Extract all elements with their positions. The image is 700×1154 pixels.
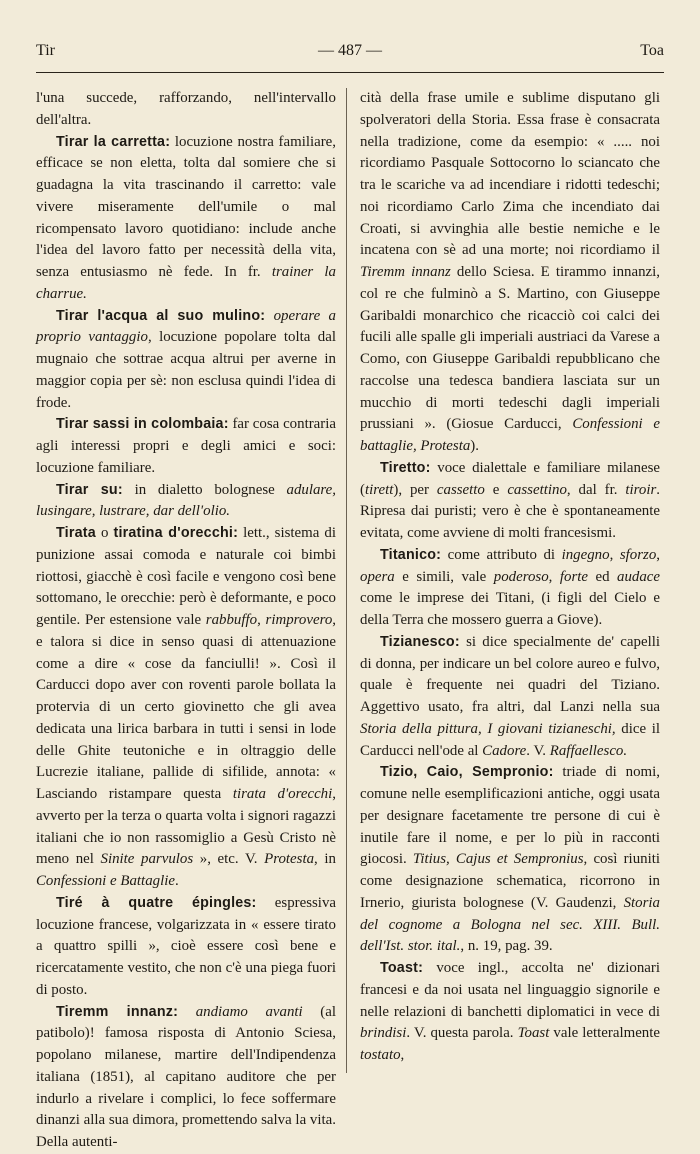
entry-headword: tiratina d'orecchi:: [113, 525, 239, 541]
body-text: [265, 308, 273, 324]
dictionary-entry: [360, 958, 660, 1067]
italic-text: Titius, Cajus et Sempronius: [412, 851, 584, 868]
italic-text: Protesta: [264, 851, 315, 868]
body-text: dello Sciesa. E tirammo innanzi, col re che fulminò a S. Martino, con Giuseppe Garibaldi monarchico che ricacciò coi calci dei fucili alle spalle gli imperiali austriaci da Varese a Como, con Giuseppe Garibaldi repubblicano che raccolse una tedesca bandiera lasciata sur un mucchio di morti tedeschi dagli imperiali prussiani ». (Giosue Carducci,: [360, 264, 660, 433]
dictionary-entry: [36, 893, 336, 1002]
italic-text: Confessioni e Battaglie: [36, 873, 175, 889]
body-text: triade di nomi, comune nelle esemplificazioni antiche, oggi usata per designare facetamente tre persone di cui è inutile fare il nome, e per lo più in racconti giocosi.: [360, 764, 660, 868]
body-text: come attributo di: [441, 546, 562, 563]
italic-text: opera: [360, 568, 395, 585]
italic-text: operare a proprio vantaggio: [36, 307, 336, 346]
entry-headword: Tiremm innanz:: [56, 1003, 179, 1020]
body-text: e simili, vale: [394, 568, 494, 585]
italic-text: adulare, lusingare, lustrare, dar dell'olio.: [36, 481, 336, 520]
entry-headword: Tirata: [56, 525, 96, 541]
italic-text: Tiremm innanz: [360, 264, 451, 280]
italic-text: tirett: [364, 481, 394, 498]
body-text: locuzione nostra familiare, efficace se non eletta, tolta dal somiere che si guadagna la vita trascinando il carretto: vale vivere miseramente dell'umile o mal ricompensato lavoro quotidiano: include anche l'idea del lavoro fatto per necessità della vita, senza entusiasmo nè fede. In fr.: [36, 133, 336, 280]
italic-text: tiroir: [625, 481, 657, 498]
header-right-guideword: Toa: [640, 42, 664, 59]
dictionary-entry: [360, 88, 660, 458]
entry-headword: Tizio, Caio, Sempronio:: [380, 764, 554, 781]
body-text: ,: [548, 568, 560, 585]
entry-headword: Tirar sassi in colombaia:: [56, 416, 229, 433]
italic-text: audace: [617, 568, 661, 585]
dictionary-entry: [36, 523, 336, 893]
body-text: . V. questa parola.: [406, 1025, 518, 1042]
dictionary-entry: [36, 414, 336, 479]
italic-text: tirata d'orecchi: [232, 786, 333, 802]
dictionary-entry: [360, 762, 660, 958]
running-header: [36, 42, 664, 66]
body-text: o: [95, 525, 114, 541]
entry-headword: Tiretto:: [380, 459, 431, 476]
italic-text: Sinite parvulos: [100, 851, 194, 868]
dictionary-entry: [36, 132, 336, 306]
body-text: ), per: [393, 481, 437, 498]
italic-text: tostato: [360, 1047, 401, 1063]
body-text: come le imprese dei Titani, (i figli del Cielo e della Terra che mossero guerra a Giove).: [360, 590, 660, 628]
italic-text: Toast: [517, 1025, 550, 1042]
italic-text: sforzo: [619, 546, 657, 563]
dictionary-entry: [36, 1002, 336, 1154]
italic-text: I giovani tizianeschi,: [487, 720, 616, 737]
italic-text: cassettino: [507, 481, 567, 498]
body-text: , in: [314, 851, 336, 868]
body-text: e: [484, 481, 508, 498]
header-left-guideword: Tir: [36, 42, 55, 59]
body-text: , avverto per la terza o quarta volta i signori ragazzi italiani che io non rassomiglio a Gesù Cristo nè meno nel: [36, 786, 336, 868]
italic-text: andiamo avanti: [195, 1003, 303, 1020]
entry-headword: Toast:: [380, 960, 424, 976]
italic-text: ingegno: [561, 546, 610, 563]
body-text: [178, 1004, 196, 1020]
entry-headword: Tiré à quatre épingles:: [56, 894, 257, 911]
body-text: far cosa contraria agli interessi propri e degli amici e soci: locuzione familiare.: [36, 416, 336, 476]
dictionary-entry: [36, 480, 336, 524]
body-text: espressiva locuzione francese, volgarizzata in « essere tirato a quattro spilli », cioè essere così bene e ricercatamente vestito, che non c'è una piega fuori di posto.: [36, 894, 336, 998]
body-text: cità della frase umile e sublime disputano gli spolveratori della Storia. Essa frase è consacrata nella tradizione, come da esempio: « ..... noi ricordiamo Pasquale Sottocorno lo sciancato che tra le scariche va ad incendiare i ridotti tedeschi; noi ricordiamo Carlo Zima che incendiato dai Croati, si avvinghia alle bestie nemiche e le incatena con sè ad una morte; noi ricordiamo il: [360, 90, 660, 259]
italic-text: Storia del cognome a Bologna nel sec. XIII. Bull. dell'Ist. stor. ital.: [360, 894, 660, 955]
dictionary-entry: [360, 458, 660, 545]
body-text: . V.: [526, 742, 550, 759]
italic-text: trainer la charrue.: [36, 264, 336, 302]
body-text: voce dialettale e familiare milanese (: [360, 459, 660, 498]
body-text: , n. 19, pag. 39.: [460, 938, 553, 955]
entry-headword: Tirar l'acqua al suo mulino:: [56, 307, 266, 324]
entry-headword: Tirar su:: [56, 481, 123, 498]
body-text: , e talora si dice in senso quasi di attenuazione come a dire « cose da fanciulli! ». Così il Carducci dopo aver con roventi parole bollata la protervia di un certo giovinetto che gli avea dedicata una lirica barbara in tutti i sensi in lode delle Ghite teutoniche e in oltraggio delle Lucrezie italiane, pallide di sifilide, annota: « Lasciando ristampare questa: [36, 612, 337, 802]
body-text: ).: [470, 438, 479, 454]
body-text: (al patibolo)! famosa risposta di Antonio Sciesa, popolano milanese, martire dell'Indipendenza italiana (1851), al capitano auditore che per indurlo a rivelare i complici, lo fece soffermare dinanzi alla sua dimora, promettendo salva la vita. Della autenti-: [36, 1003, 336, 1150]
entry-headword: Titanico:: [380, 546, 442, 563]
body-text: dice il Carducci nell'ode al: [360, 720, 660, 759]
entry-headword: Tirar la carretta:: [56, 133, 171, 150]
page-number: — 487 —: [318, 42, 382, 59]
italic-text: rabbuffo: [205, 612, 258, 628]
italic-text: Storia della pittura: [360, 720, 478, 737]
right-column: [360, 88, 660, 1067]
dictionary-entry: [360, 545, 660, 632]
body-text: in dialetto bolognese: [122, 481, 287, 498]
italic-text: cassetto: [436, 481, 485, 498]
body-text: ,: [477, 720, 488, 737]
body-text: », etc. V.: [193, 851, 265, 868]
body-text: ,: [609, 546, 620, 563]
italic-text: Confessioni e battaglie, Protesta: [360, 416, 660, 454]
body-text: , così riuniti come designazione schematica, ricorrono in Irnerio, giurista bolognese (V. Gaudenzi,: [360, 851, 661, 911]
body-text: ed: [587, 568, 618, 585]
italic-text: poderoso: [493, 568, 549, 585]
body-text: .: [174, 873, 179, 889]
body-text: l'una succede, rafforzando, nell'intervallo dell'altra.: [36, 90, 336, 128]
column-divider: [346, 88, 347, 1073]
dictionary-entry: [36, 306, 336, 415]
body-text: ,: [400, 1047, 405, 1063]
entry-headword: Tizianesco:: [380, 633, 460, 650]
body-text: si dice specialmente de' capelli di donna, per indicare un bel colore aureo e fulvo, quale è frequente nei quadri del Tiziano. Aggettivo usato, fra altri, dal Lanzi nella sua: [360, 633, 660, 715]
italic-text: rimprovero: [265, 612, 333, 628]
body-text: , locuzione popolare tolta dal mugnaio che sottrae acqua altrui per averne in maggior copia per sè: non esclusa quindi l'idea di frode.: [36, 329, 336, 411]
left-column: [36, 88, 336, 1154]
body-text: vale letteralmente: [549, 1025, 660, 1042]
body-text: ,: [656, 546, 661, 563]
italic-text: brindisi: [360, 1025, 407, 1042]
body-text: , dal fr.: [566, 481, 626, 498]
italic-text: Cadore: [482, 742, 527, 759]
body-text: voce ingl., accolta ne' dizionari francesi e da noi usata nel linguaggio signorile e nelle relazioni di banchetti diplomatici in vece di: [360, 960, 660, 1020]
italic-text: forte: [559, 568, 588, 585]
italic-text: Raffaellesco.: [549, 742, 628, 759]
dictionary-entry: [36, 88, 336, 132]
header-rule: [36, 72, 664, 73]
body-text: ,: [257, 612, 266, 628]
body-text: . Ripresa dai puristi; vero è che è spontaneamente evitata, come avviene di molti francesismi.: [360, 481, 661, 541]
body-text: lett., sistema di punizione assai comoda e naturale coi bimbi riottosi, giacchè è così facile e vengono così bene sottomano, le orecchie: però è deformante, e poco gentile. Per estensione vale: [36, 525, 336, 628]
dictionary-entry: [360, 632, 660, 763]
